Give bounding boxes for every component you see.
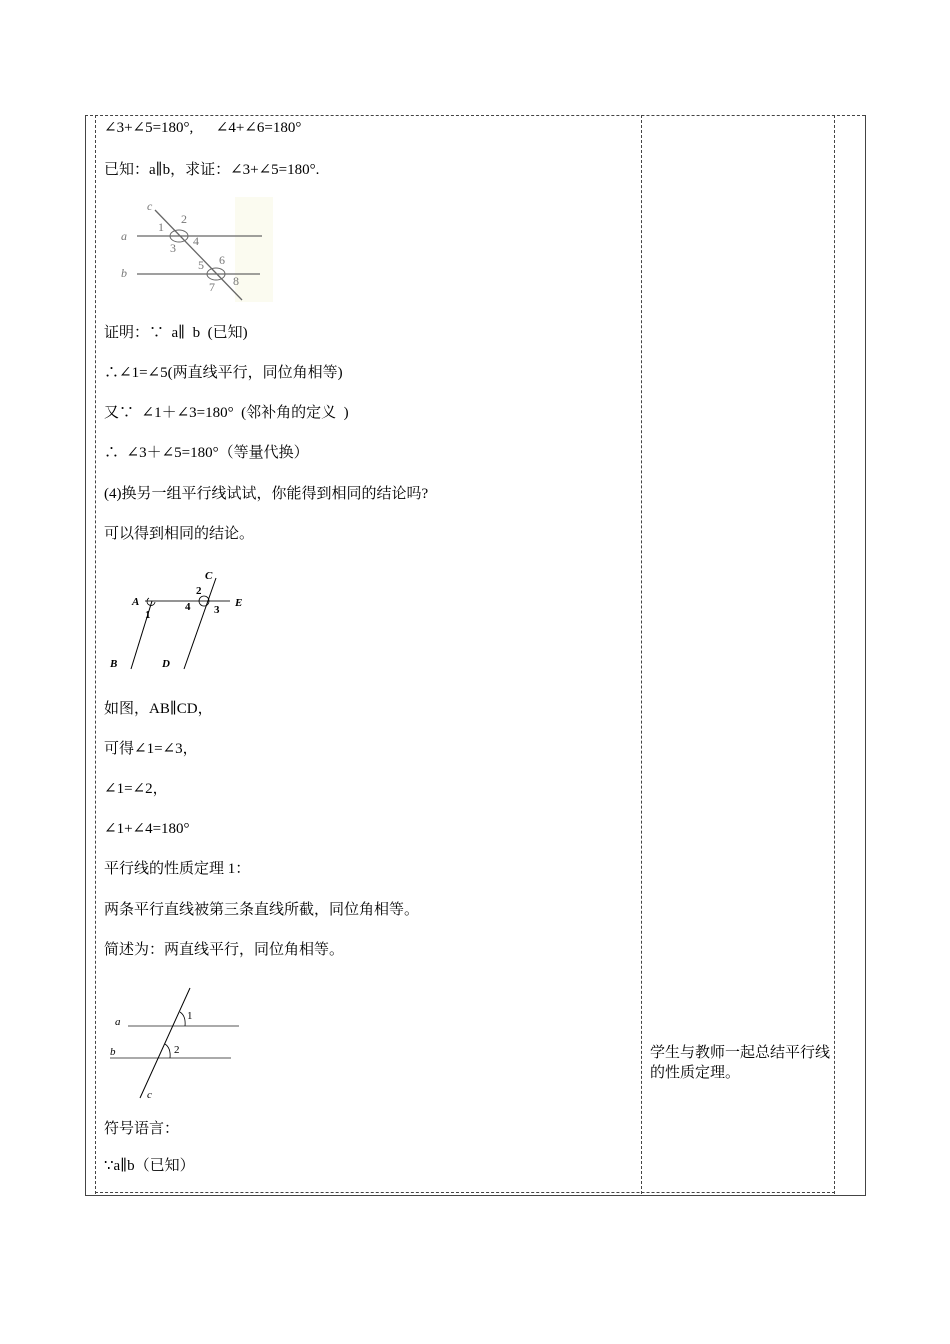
text-line: ∴ ∠3＋∠5=180°（等量代换） xyxy=(104,445,309,461)
text-line: 两条平行直线被第三条直线所截，同位角相等。 xyxy=(104,902,420,918)
text-line: 符号语言： xyxy=(104,1121,180,1137)
table-border-top xyxy=(85,115,865,116)
figure-parallel-lines-3 xyxy=(100,985,260,1100)
figure-label: A xyxy=(132,596,140,608)
text-line: ∠1=∠2， xyxy=(104,781,168,797)
figure-label: 1 xyxy=(187,1010,193,1022)
text-line: 简述为：两直线平行，同位角相等。 xyxy=(104,942,345,958)
figure-label: 4 xyxy=(185,601,191,613)
figure-label: c xyxy=(147,199,153,213)
table-border-right xyxy=(865,115,866,1196)
text-line: ∠1+∠4=180° xyxy=(104,821,190,837)
figure-label: 2 xyxy=(174,1044,180,1056)
figure-label: c xyxy=(147,1089,152,1100)
text-line: ∠3+∠5=180°, ∠4+∠6=180° xyxy=(104,120,302,136)
figure-label: 5 xyxy=(198,258,204,272)
figure-label: 8 xyxy=(233,274,239,288)
figure-label: D xyxy=(162,658,170,670)
figure-label: 2 xyxy=(196,585,202,597)
text-line: ∵a∥b（已知） xyxy=(104,1158,195,1174)
text-line: ∴∠1=∠5(两直线平行，同位角相等) xyxy=(104,365,343,381)
figure-label: 7 xyxy=(209,280,215,294)
teacher-note: 学生与教师一起总结平行线的性质定理。 xyxy=(650,1045,831,1081)
figure-label: b xyxy=(110,1046,116,1058)
figure-label: 4 xyxy=(193,234,199,248)
cell-border-bottom xyxy=(95,1192,835,1193)
figure-label: 1 xyxy=(145,609,151,621)
text-line: 证明：∵ a∥ b (已知) xyxy=(104,325,248,341)
figure-label: a xyxy=(121,229,127,243)
figure-label: 3 xyxy=(170,241,176,255)
column-divider xyxy=(834,115,835,1194)
table-border-bottom xyxy=(85,1195,866,1196)
text-line: (4)换另一组平行线试试，你能得到相同的结论吗? xyxy=(104,486,429,502)
figure-label: a xyxy=(115,1016,121,1028)
figure-label: C xyxy=(205,570,213,582)
text-line: 又∵ ∠1＋∠3=180° (邻补角的定义 ) xyxy=(104,405,349,421)
figure-label: E xyxy=(235,597,243,609)
text-line: 可得∠1=∠3， xyxy=(104,741,198,757)
text-line: 如图，AB∥CD， xyxy=(104,701,213,717)
column-divider xyxy=(641,115,642,1194)
figure-label: B xyxy=(110,658,118,670)
figure-parallel-lines-2 xyxy=(100,565,260,675)
figure-label: 6 xyxy=(219,253,225,267)
figure-label: b xyxy=(121,266,127,280)
text-line: 可以得到相同的结论。 xyxy=(104,526,255,542)
figure-parallel-lines-1 xyxy=(115,195,275,305)
text-line: 已知：a∥b，求证：∠3+∠5=180°. xyxy=(104,162,320,178)
table-border-left xyxy=(85,115,86,1196)
figure-label: 2 xyxy=(181,212,187,226)
text-line: 平行线的性质定理 1： xyxy=(104,861,251,877)
figure-label: 3 xyxy=(214,604,220,616)
figure-label: 1 xyxy=(158,220,164,234)
cell-border xyxy=(95,115,96,1194)
